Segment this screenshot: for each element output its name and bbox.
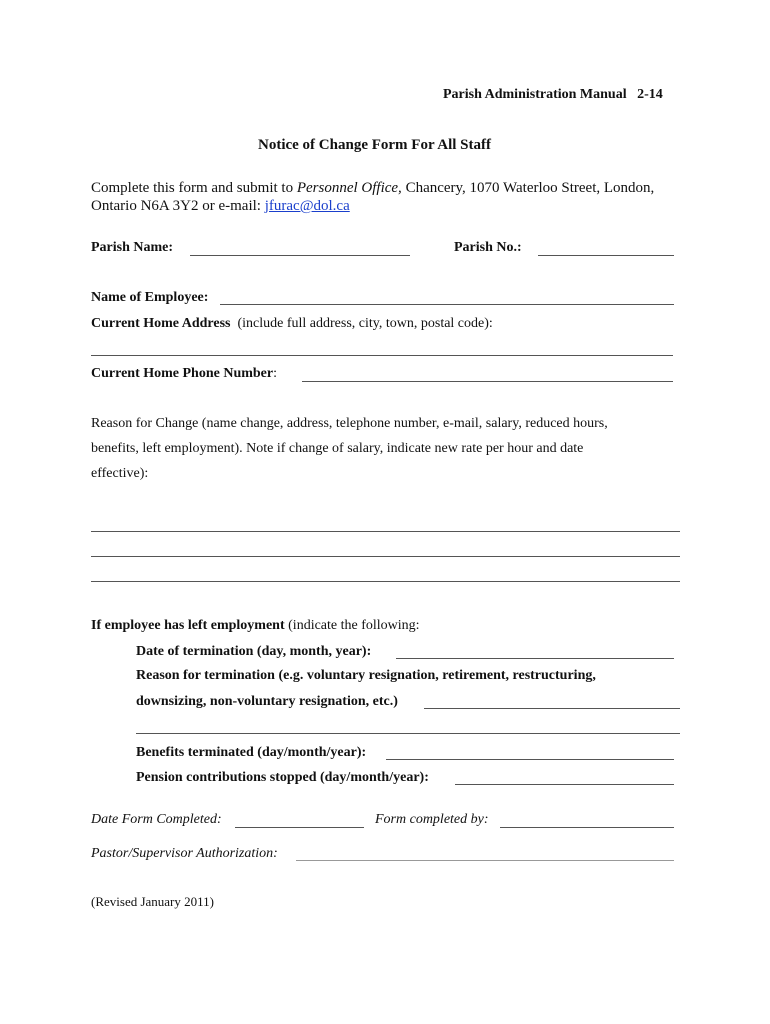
date-completed-label: Date Form Completed: bbox=[91, 812, 222, 827]
reason-field-1[interactable] bbox=[91, 531, 680, 532]
parish-name-label: Parish Name: bbox=[91, 240, 174, 255]
termination-reason-line-1: Reason for termination (e.g. voluntary resignation, retirement, restructuring, bbox=[136, 668, 596, 683]
pension-stopped-label: Pension contributions stopped (day/month/year): bbox=[136, 770, 429, 785]
left-employment-label: If employee has left employment bbox=[91, 618, 285, 633]
pension-stopped-field[interactable] bbox=[455, 784, 674, 785]
home-address-label: Current Home Address bbox=[91, 316, 231, 331]
manual-header bbox=[443, 87, 663, 103]
termination-date-field[interactable] bbox=[396, 658, 674, 659]
authorization-field[interactable] bbox=[296, 860, 674, 861]
termination-reason-field-2[interactable] bbox=[136, 733, 680, 734]
parish-no-field[interactable] bbox=[538, 255, 674, 256]
reason-line-2: benefits, left employment). Note if change of salary, indicate new rate per hour and date bbox=[91, 441, 584, 456]
home-phone-field[interactable] bbox=[302, 381, 673, 382]
intro-line-2: Ontario N6A 3Y2 or e-mail: jfurac@dol.ca bbox=[91, 198, 350, 214]
benefits-terminated-label: Benefits terminated (day/month/year): bbox=[136, 745, 367, 760]
employee-name-field[interactable] bbox=[220, 304, 674, 305]
completed-by-label: Form completed by: bbox=[375, 812, 489, 827]
manual-title: Parish Administration Manual bbox=[443, 87, 627, 102]
revision-note: (Revised January 2011) bbox=[91, 894, 214, 909]
reason-line-3: effective): bbox=[91, 466, 149, 481]
home-phone-label: Current Home Phone Number bbox=[91, 366, 274, 381]
benefits-terminated-field[interactable] bbox=[386, 759, 674, 760]
form-title: Notice of Change Form For All Staff bbox=[258, 137, 492, 153]
termination-reason-line-2: downsizing, non-voluntary resignation, etc.) bbox=[136, 694, 398, 709]
left-employment-row bbox=[91, 618, 420, 634]
page-reference: 2-14 bbox=[637, 87, 663, 102]
reason-line-1: Reason for Change (name change, address, telephone number, e-mail, salary, reduced hours, bbox=[91, 416, 608, 431]
home-address-field[interactable] bbox=[91, 355, 673, 356]
email-link[interactable]: jfurac@dol.ca bbox=[264, 198, 350, 214]
termination-date-label: Date of termination (day, month, year): bbox=[136, 644, 372, 659]
intro-line-1: Complete this form and submit to Personnel Office, Chancery, 1070 Waterloo Street, London, bbox=[91, 180, 655, 196]
date-completed-field[interactable] bbox=[235, 827, 364, 828]
home-address-note: (include full address, city, town, postal code): bbox=[237, 316, 493, 331]
reason-field-3[interactable] bbox=[91, 581, 680, 582]
termination-reason-field-1[interactable] bbox=[424, 708, 680, 709]
parish-name-field[interactable] bbox=[190, 255, 410, 256]
left-employment-note: (indicate the following: bbox=[284, 618, 420, 633]
employee-name-label: Name of Employee: bbox=[91, 290, 209, 305]
personnel-office: Personnel Office, bbox=[296, 180, 402, 196]
completed-by-field[interactable] bbox=[500, 827, 674, 828]
reason-field-2[interactable] bbox=[91, 556, 680, 557]
parish-no-label: Parish No.: bbox=[454, 240, 522, 255]
home-phone-row: Current Home Phone Number: bbox=[91, 366, 277, 381]
home-address-row bbox=[91, 316, 493, 332]
authorization-label: Pastor/Supervisor Authorization: bbox=[91, 846, 278, 861]
